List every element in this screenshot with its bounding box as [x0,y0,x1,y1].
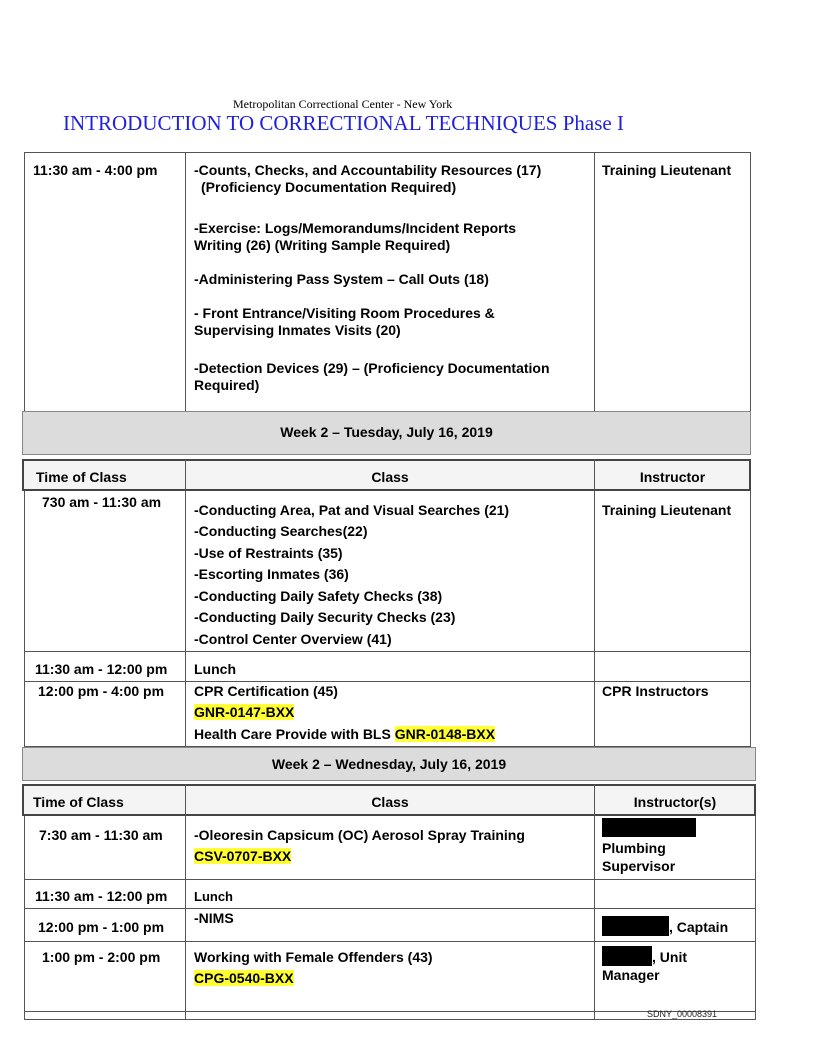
tuesday-header-class: Class [371,469,409,485]
block1-item: (Proficiency Documentation Required) [201,179,457,195]
tuesday-row1-item: -Conducting Daily Safety Checks (38) [194,588,443,604]
wednesday-banner-text: Week 2 – Wednesday, July 16, 2019 [271,756,507,772]
redaction-box [602,946,652,966]
wednesday-row4-instructor: , Unit [652,949,687,965]
tuesday-row1-item: -Conducting Area, Pat and Visual Searches (21) [194,502,510,518]
wednesday-row4-time: 1:00 pm - 2:00 pm [42,949,161,965]
bates-number: SDNY_00008391 [647,1009,718,1019]
wednesday-row3-time: 12:00 pm - 1:00 pm [38,919,165,935]
course-code-highlight: GNR-0148-BXX [394,726,496,742]
tuesday-row3-class-line [194,726,495,743]
wednesday-row3-class: -NIMS [194,910,234,926]
block1-item: -Counts, Checks, and Accountability Resources (17) [194,162,542,178]
block1-item: -Administering Pass System – Call Outs (18) [194,271,489,287]
tuesday-banner-text: Week 2 – Tuesday, July 16, 2019 [280,424,493,440]
wednesday-row1-instructor: Supervisor [602,858,676,874]
tuesday-header-time: Time of Class [36,469,127,485]
wednesday-row2-time: 11:30 am - 12:00 pm [35,888,168,904]
tuesday-row1-item: -Conducting Searches(22) [194,523,368,539]
tuesday-row-line [24,651,751,652]
wednesday-row-line [24,908,756,909]
tuesday-row2-time: 11:30 am - 12:00 pm [35,661,168,677]
wednesday-row1-instructor: Plumbing [602,840,666,856]
wednesday-divider [185,816,186,1020]
course-code-highlight: CPG-0540-BXX [194,970,294,986]
wednesday-row3-instructor: , Captain [669,919,729,935]
block1-item: -Exercise: Logs/Memorandums/Incident Reports [194,220,517,236]
block1-divider [185,152,186,412]
block1-item: Writing (26) (Writing Sample Required) [194,237,451,253]
course-name: Health Care Provide with BLS [194,726,391,742]
block1-time: 11:30 am - 4:00 pm [33,162,158,178]
block1-instructor: Training Lieutenant [602,162,732,178]
course-title: INTRODUCTION TO CORRECTIONAL TECHNIQUES Phase I [63,111,624,135]
tuesday-row3-time: 12:00 pm - 4:00 pm [38,683,165,699]
block1-item: Supervising Inmates Visits (20) [194,322,401,338]
wednesday-row-line [24,879,756,880]
tuesday-row1-item: -Use of Restraints (35) [194,545,343,561]
wednesday-row1-course-code [194,848,291,865]
block1-item: - Front Entrance/Visiting Room Procedures & [194,305,495,321]
block1-divider [594,152,595,412]
tuesday-row3-course-code [194,704,294,721]
wednesday-divider [594,816,595,1020]
redaction-box [602,818,696,837]
wednesday-row4-instructor: Manager [602,967,660,983]
course-code-highlight: GNR-0147-BXX [194,704,295,720]
tuesday-header-instructor: Instructor [639,469,706,485]
wednesday-header-time: Time of Class [33,794,124,810]
tuesday-row1-time: 730 am - 11:30 am [42,494,162,510]
block1-item: Required) [194,377,260,393]
tuesday-divider [185,491,186,747]
course-code-highlight: CSV-0707-BXX [194,848,292,864]
tuesday-row1-item: -Escorting Inmates (36) [194,566,349,582]
tuesday-divider [594,491,595,747]
wednesday-row1-class: -Oleoresin Capsicum (OC) Aerosol Spray Training [194,827,525,843]
wednesday-row4-class: Working with Female Offenders (43) [194,949,433,965]
wednesday-row2-class: Lunch [194,889,233,904]
redaction-box [602,916,669,936]
wednesday-header-instructor: Instructor(s) [633,794,717,810]
wednesday-header-class: Class [371,794,409,810]
wednesday-row4-course-code [194,970,294,987]
wednesday-banner [22,747,756,781]
block1-item: -Detection Devices (29) – (Proficiency Documentation [194,360,550,376]
facility-name: Metropolitan Correctional Center - New York [233,97,453,111]
tuesday-banner [22,411,751,455]
tuesday-row-line [24,681,751,682]
tuesday-row1-item: -Conducting Daily Security Checks (23) [194,609,456,625]
wednesday-row1-time: 7:30 am - 11:30 am [39,827,163,843]
tuesday-row3-class: CPR Certification (45) [194,683,338,699]
tuesday-row3-instructor: CPR Instructors [602,683,709,699]
tuesday-row1-item: -Control Center Overview (41) [194,631,392,647]
tuesday-row2-class: Lunch [194,661,236,677]
tuesday-row1-instructor: Training Lieutenant [602,502,732,518]
wednesday-row-line [24,941,756,942]
